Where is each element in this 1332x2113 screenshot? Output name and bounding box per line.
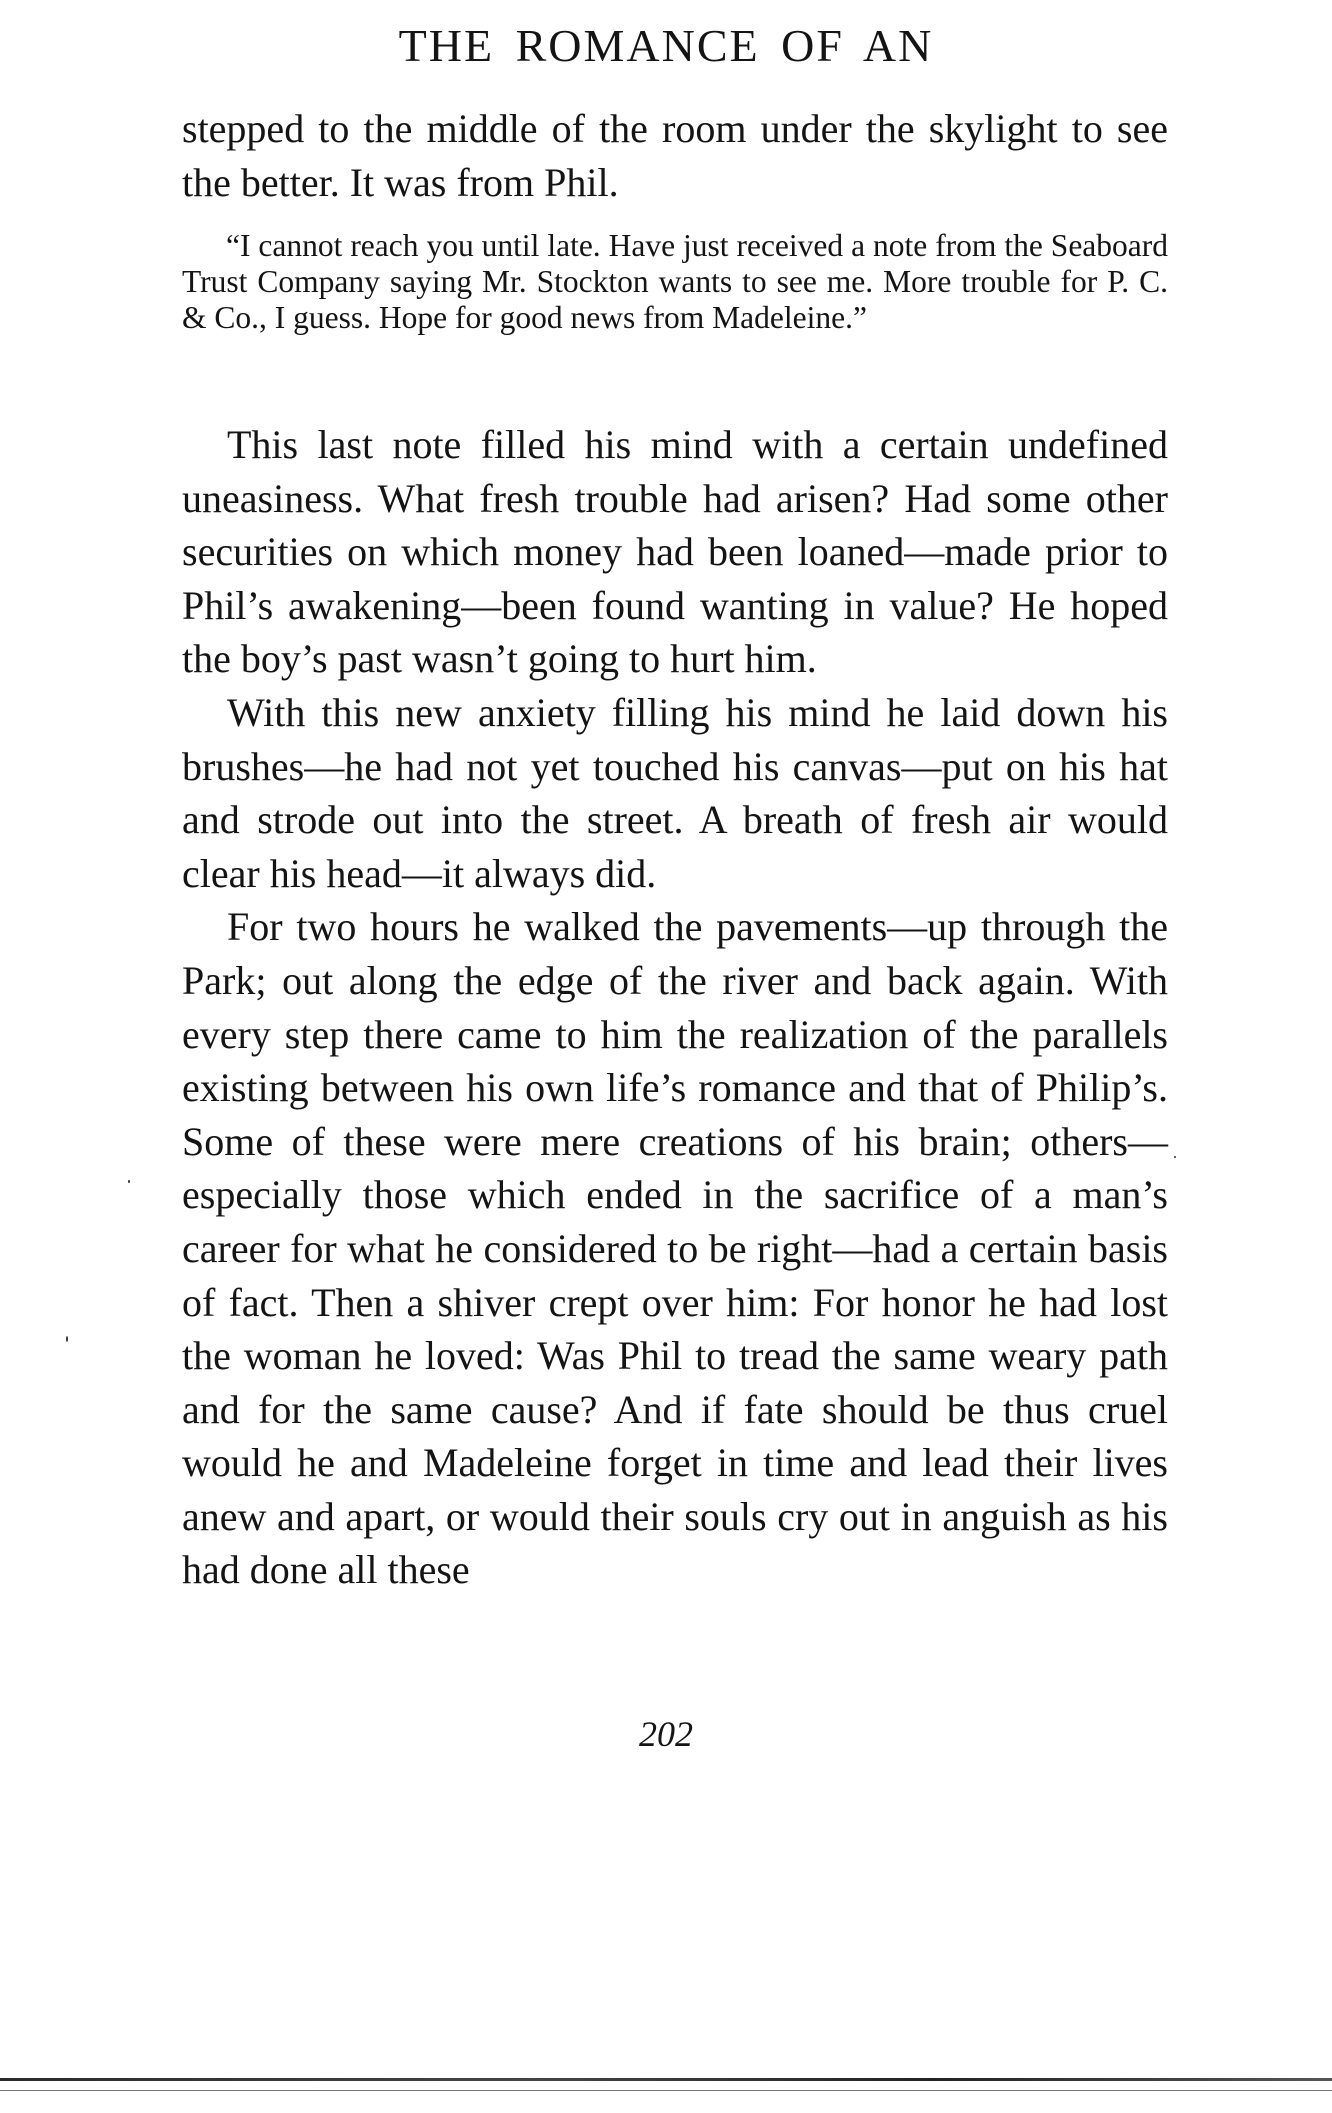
- running-head: THE ROMANCE OF AN: [398, 20, 934, 71]
- quoted-note: [182, 228, 1168, 336]
- scan-edge-line-faint: [0, 2090, 1332, 2091]
- body-text: [182, 418, 1168, 1597]
- opening-paragraph: stepped to the middle of the room under the skylight to see the better. It was from Phil.: [182, 106, 1168, 205]
- scan-speck: [66, 1336, 68, 1342]
- paragraph-1: This last note filled his mind with a certain undefined uneasiness. What fresh trouble had arisen? Had some other securities on which money had been loaned—made prior to Phil’s awakening—been found wanting in value? He hoped the boy’s past wasn’t going to hurt him.: [182, 422, 1168, 682]
- paragraph-3: For two hours he walked the pavements—up through the Park; out along the edge of the river and back again. With every step there came to him the realization of the parallels existing between his own life’s romance and that of Philip’s. Some of these were mere creations of his brain; others—especially those which ended in the sacrifice of a man’s career for what he considered to be right—had a certain basis of fact. Then a shiver crept over him: For honor he had lost the woman he loved: Was Phil to tread the same weary path and for the same cause? And if fate should be thus cruel would he and Madeleine forget in time and lead their lives anew and apart, or would their souls cry out in anguish as his had done all these: [182, 904, 1168, 1593]
- scan-edge-line: [0, 2078, 1332, 2081]
- page-number: 202: [639, 1714, 693, 1754]
- opening-text: [182, 102, 1168, 210]
- quoted-note-text: “I cannot reach you until late. Have just received a note from the Seaboard Trust Company saying Mr. Stockton wants to see me. More trouble for P. C. & Co., I guess. Hope for good news from Madeleine.”: [182, 228, 1168, 335]
- paragraph-2: With this new anxiety filling his mind he laid down his brushes—he had not yet touched his canvas—put on his hat and strode out into the street. A breath of fresh air would clear his head—it always did.: [182, 689, 1168, 896]
- scan-speck: [1174, 1156, 1176, 1158]
- scan-speck: [128, 1180, 130, 1183]
